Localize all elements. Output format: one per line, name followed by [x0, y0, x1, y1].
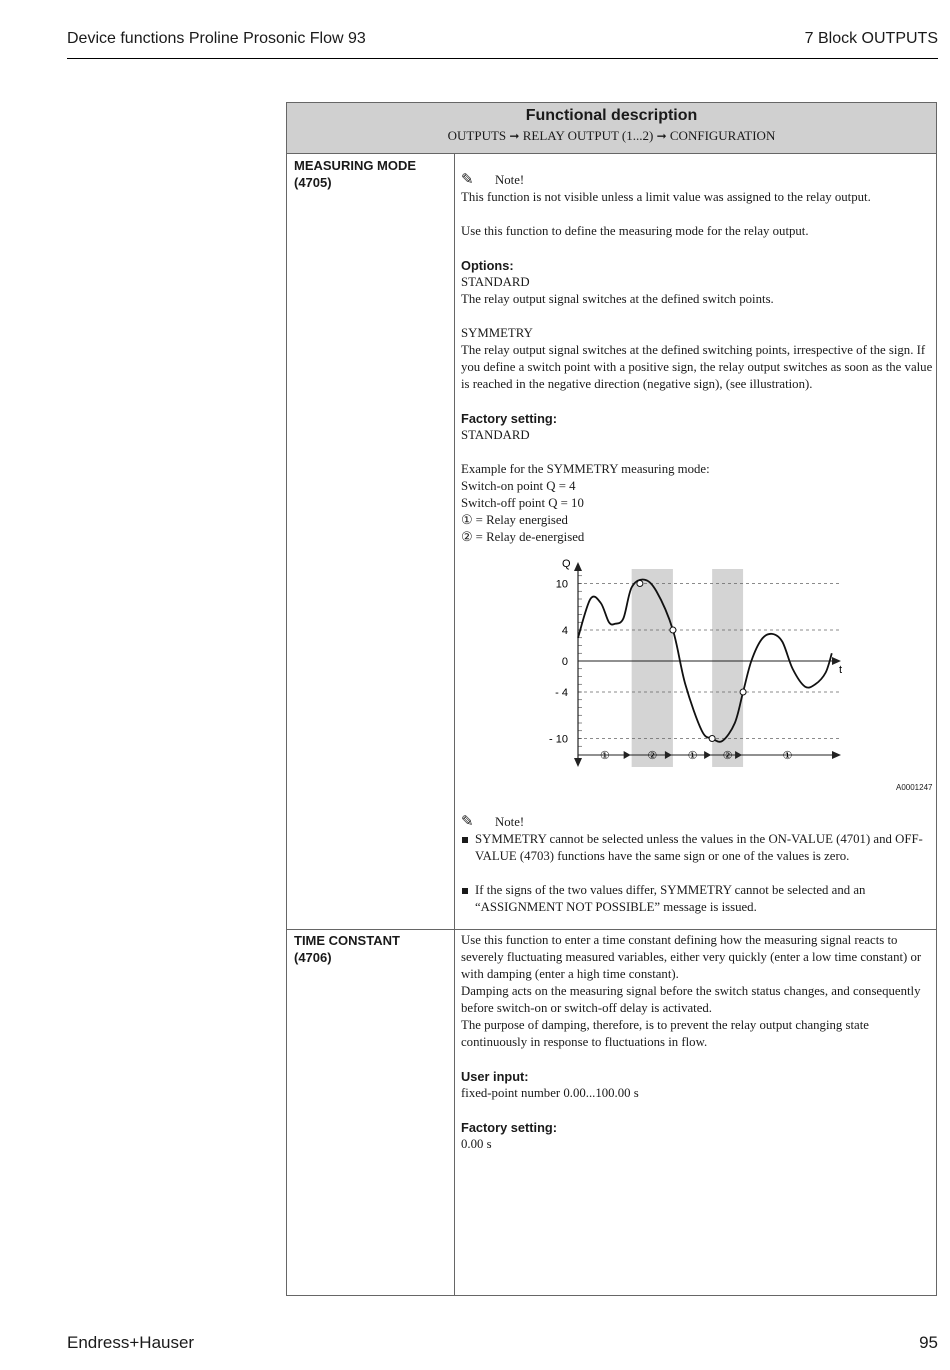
note-label: Note!: [495, 173, 525, 187]
function-name-time-constant: TIME CONSTANT (4706): [294, 933, 400, 965]
relay-state-label: ①: [599, 749, 610, 762]
factory-value: STANDARD: [461, 428, 530, 442]
menu-path: [287, 128, 936, 144]
legend-de-energised: ② = Relay de-energised: [461, 530, 585, 544]
state-arrow: [832, 751, 841, 759]
y-tick-label: 4: [561, 625, 568, 637]
note-text: This function is not visible unless a limit value was assigned to the relay output.: [461, 190, 871, 204]
option-symmetry-desc: The relay output signal switches at the defined switching points, irrespective of the sign. If you define a switch point with a positive sign, the relay output switches as soon as the value is reached in the negative direction (negative sign), (see illustration).: [461, 343, 933, 391]
state-change-arrow: [704, 751, 711, 759]
arrow-right-icon: ➞: [656, 129, 667, 143]
switch-point: [709, 736, 715, 742]
tc-desc-2: Damping acts on the measuring signal before the switch status changes, and consequently before switch-on or switch-off delay is activated.: [461, 984, 921, 1015]
relay-state-label: ①: [782, 749, 793, 762]
relay-state-label: ②: [722, 749, 733, 762]
running-header-title: Device functions Proline Prosonic Flow 93: [67, 30, 366, 47]
path-outputs: OUTPUTS: [447, 128, 507, 143]
y-tick-label: - 4: [555, 687, 568, 699]
y-tick-label: 0: [561, 656, 568, 668]
note: [461, 171, 935, 189]
table-header: [287, 103, 936, 154]
note: [461, 813, 935, 831]
arrow-right-icon: ➞: [509, 129, 520, 143]
switch-point: [670, 627, 676, 633]
example-switch-off: Switch-off point Q = 10: [461, 496, 584, 510]
figure-id: A0001247: [896, 783, 933, 792]
options-block: [461, 257, 935, 308]
page-number: 95: [919, 1333, 938, 1352]
symmetry-block: [461, 325, 935, 393]
shaded-interval: [712, 569, 743, 767]
pencil-note-icon: ✎: [461, 170, 474, 188]
y-axis-arrow: [574, 562, 582, 571]
relay-state-label: ②: [647, 749, 658, 762]
user-input-block: [461, 1068, 935, 1102]
factory-setting-block: [461, 410, 935, 444]
tc-desc-3: The purpose of damping, therefore, is to prevent the relay output changing state continuously in response to fluctuations in flow.: [461, 1018, 869, 1049]
option-symmetry: SYMMETRY: [461, 326, 533, 340]
factory-label: Factory setting:: [461, 411, 557, 426]
path-relay-output: RELAY OUTPUT (1...2): [522, 128, 654, 143]
note-label: Note!: [495, 815, 525, 829]
intro-text: Use this function to define the measuring mode for the relay output.: [461, 224, 809, 238]
example-block: [461, 461, 935, 546]
tc-factory-label: Factory setting:: [461, 1120, 557, 1135]
options-label: Options:: [461, 258, 514, 273]
bullet-item: If the signs of the two values differ, SYMMETRY cannot be selected and an “ASSIGNMENT NOT POSSIBLE” message is issued.: [461, 882, 935, 916]
footer-brand: Endress+Hauser: [67, 1333, 195, 1352]
function-name-measuring-mode: MEASURING MODE (4705): [294, 158, 417, 190]
y-tick-label: 10: [555, 578, 568, 591]
path-configuration: CONFIGURATION: [669, 128, 776, 143]
user-input-label: User input:: [461, 1069, 529, 1084]
switch-point: [740, 689, 746, 695]
legend-energised: ① = Relay energised: [461, 513, 568, 527]
relay-state-label: ①: [687, 749, 698, 762]
running-header-chapter: 7 Block OUTPUTS: [804, 30, 938, 47]
note2-block: [461, 813, 935, 933]
x-axis-label: t: [839, 664, 843, 676]
note-bullets: [461, 831, 935, 916]
state-change-arrow: [624, 751, 631, 759]
tc-factory-value: 0.00 s: [461, 1137, 492, 1151]
time-constant-description: [461, 932, 935, 1170]
header-rule: [67, 58, 938, 59]
option-standard-desc: The relay output signal switches at the defined switch points.: [461, 292, 774, 306]
user-input-value: fixed-point number 0.00...100.00 s: [461, 1086, 639, 1100]
shaded-interval: [632, 569, 673, 767]
example-title: Example for the SYMMETRY measuring mode:: [461, 462, 710, 476]
y-axis-down-arrow: [574, 758, 582, 767]
pencil-note-icon: ✎: [461, 812, 474, 830]
option-standard: STANDARD: [461, 275, 530, 289]
y-axis-label: Q: [562, 558, 571, 570]
table-title: Functional description: [525, 107, 698, 124]
y-tick-label: - 10: [549, 733, 568, 746]
bullet-item: SYMMETRY cannot be selected unless the values in the ON-VALUE (4701) and OFF-VALUE (4703) functions have the same sign or one of the values is zero.: [461, 831, 935, 865]
example-switch-on: Switch-on point Q = 4: [461, 479, 576, 493]
tc-desc-1: Use this function to enter a time constant defining how the measuring signal reacts to severely fluctuating measured variables, either very quickly (enter a low time constant) or with damping (enter a high time constant).: [461, 933, 922, 981]
symmetry-chart: [540, 552, 850, 777]
tc-factory-block: [461, 1119, 935, 1153]
column-divider: [454, 153, 455, 1295]
measuring-mode-description: [461, 171, 935, 563]
switch-point: [637, 581, 643, 587]
